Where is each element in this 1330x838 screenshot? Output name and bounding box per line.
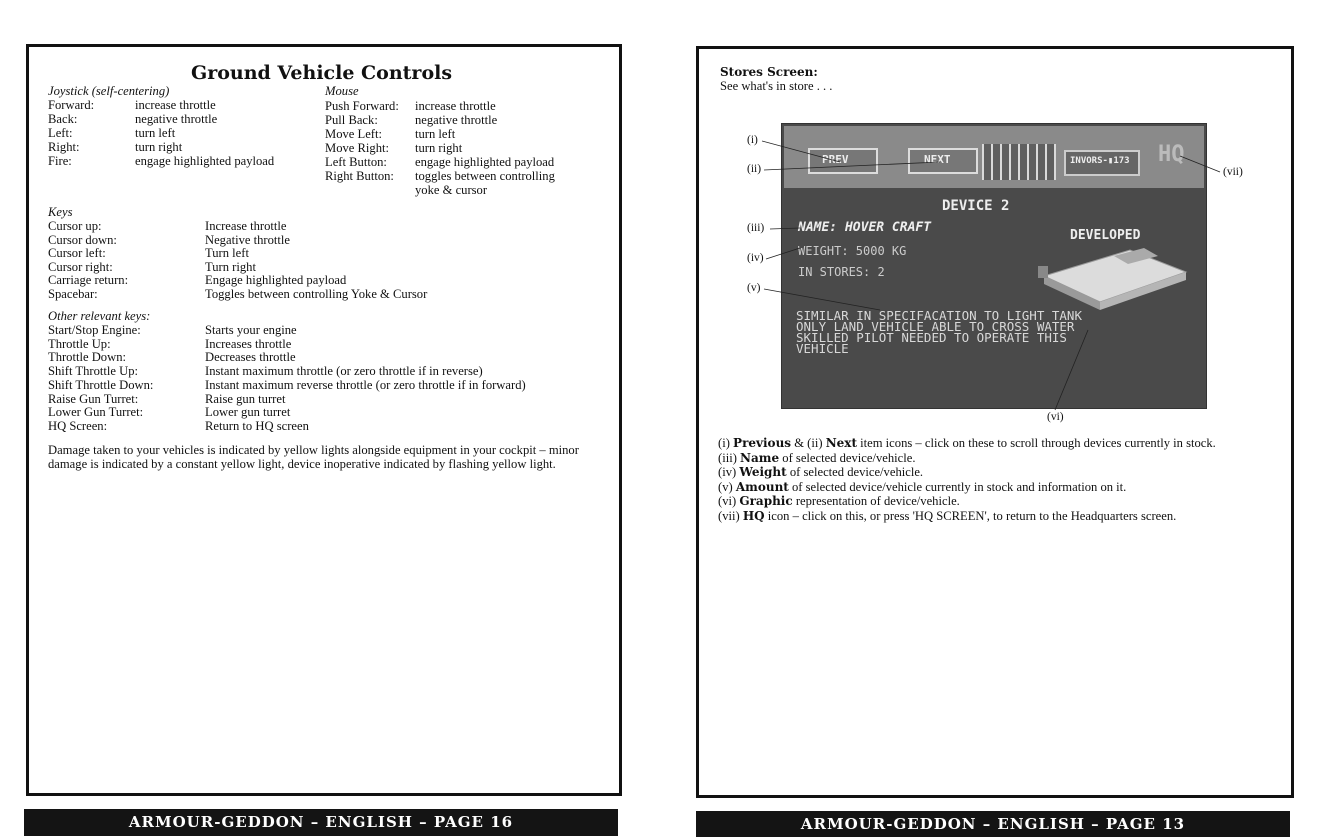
legend-rest: of selected device/vehicle. [779,450,916,465]
device-title: DEVICE 2 [942,198,1010,214]
control-action: Increases throttle [205,336,292,351]
control-action: Raise gun turret [205,391,286,406]
control-key: Throttle Up: [48,336,111,351]
legend-item [718,480,1258,495]
control-key: Forward: [48,98,95,112]
control-key: Pull Back: [325,113,378,127]
legend-rest: of selected device/vehicle currently in stock and information on it. [788,479,1127,494]
control-action: turn right [135,140,183,154]
legend-item [718,465,1258,480]
control-action: engage highlighted payload [415,155,555,169]
legend-prefix: (vii) [718,508,743,523]
legend-rest: icon – click on this, or press 'HQ SCREEN', to return to the Headquarters screen. [764,508,1177,523]
control-action: toggles between controlling [415,169,555,183]
control-action: Decreases throttle [205,350,296,365]
keys-heading: Keys [48,205,73,219]
control-action: turn left [415,127,456,141]
legend-bold: Weight [739,465,787,479]
control-key: Back: [48,112,78,126]
legend-item [718,509,1258,524]
control-key: Cursor up: [48,219,102,233]
control-action: Increase throttle [205,219,287,233]
prev-button[interactable]: PREV [808,148,878,174]
control-action: increase throttle [415,99,496,113]
callout-i: (i) [747,134,758,146]
device-weight: WEIGHT: 5000 KG [798,244,907,258]
callout-vi: (vi) [1047,411,1064,423]
legend-bold: HQ [742,508,765,523]
control-action: Turn right [205,259,256,274]
control-key: Left: [48,126,73,140]
legend-bold2: Next [825,436,857,450]
control-key: Shift Throttle Up: [48,364,139,379]
legend-prefix: (vi) [718,494,740,508]
legend-bold: Previous [733,436,792,450]
legend-bold: Amount [735,479,789,494]
device-description [796,310,1082,354]
legend-item [718,494,1258,509]
control-action: Instant maximum reverse throttle (or zero throttle if in forward) [205,377,526,392]
control-key: HQ Screen: [48,418,108,433]
control-key: Throttle Down: [48,350,126,365]
description-line: VEHICLE [796,341,849,356]
description-line: SKILLED PILOT NEEDED TO OPERATE THIS [796,330,1067,345]
legend-bold: Graphic [739,494,793,508]
control-key: Start/Stop Engine: [48,323,141,337]
stores-screen-heading: Stores Screen: [720,65,818,79]
control-action: engage highlighted payload [135,154,275,168]
control-key: Lower Gun Turret: [48,405,144,420]
stores-screen-subheading: See what's in store . . . [720,79,833,93]
control-key: Push Forward: [325,99,399,113]
right-footer: ARMOUR-GEDDON – ENGLISH – PAGE 13 [696,811,1290,837]
left-footer: ARMOUR-GEDDON – ENGLISH – PAGE 16 [24,809,618,836]
page-title: Ground Vehicle Controls [191,62,453,84]
hq-icon[interactable]: HQ [1158,142,1185,167]
device-status: DEVELOPED [1070,228,1141,243]
device-stores: IN STORES: 2 [798,265,885,279]
control-key: Shift Throttle Down: [48,377,154,392]
control-key: Spacebar: [48,287,98,301]
inventory-display: INVORS-▮173 [1064,150,1140,176]
mouse-heading: Mouse [325,84,359,98]
control-action: Toggles between controlling Yoke & Cursor [205,287,428,301]
control-key: Cursor right: [48,259,113,274]
control-action: Lower gun turret [205,405,291,420]
grid-icon [982,144,1056,180]
callout-iii: (iii) [747,222,765,234]
callout-vii: (vii) [1223,166,1243,178]
description-line: ONLY LAND VEHICLE ABLE TO CROSS WATER [796,319,1075,334]
control-action: Negative throttle [205,232,290,247]
control-key: Raise Gun Turret: [48,391,139,406]
stores-screenshot [781,123,1207,409]
control-key: Move Left: [325,127,383,141]
legend-rest: of selected device/vehicle. [786,465,924,479]
legend-bold: Name [740,450,780,465]
control-key: Right Button: [325,169,394,183]
damage-note: Damage taken to your vehicles is indicated by yellow lights alongside equipment in your cockpit – minor damage is indicated by a constant yellow light, device inoperative indicated by flashing yellow light. [48,443,579,471]
legend-item [718,451,1258,466]
control-action: turn left [135,126,176,140]
control-key: Move Right: [325,141,390,155]
control-key: Fire: [48,154,72,168]
callout-v: (v) [747,282,761,294]
control-action: turn right [415,141,463,155]
legend-prefix: (i) [718,436,734,450]
legend-rest: item icons – click on these to scroll through devices currently in stock. [857,436,1216,450]
device-name: NAME: HOVER CRAFT [798,220,932,235]
joystick-heading: Joystick (self-centering) [48,84,170,98]
control-key: Left Button: [325,155,387,169]
legend-list [718,436,1258,523]
legend-prefix: (iii) [718,450,741,465]
control-action: yoke & cursor [415,183,488,197]
legend-mid: & (ii) [791,436,826,450]
control-action: increase throttle [135,98,216,112]
control-action: Return to HQ screen [205,418,309,433]
control-action: Engage highlighted payload [205,273,347,288]
other-keys-heading: Other relevant keys: [48,309,151,323]
legend-item [718,436,1258,451]
control-action: Instant maximum throttle (or zero throttle if in reverse) [205,364,483,379]
control-action: Starts your engine [205,323,297,337]
callout-iv: (iv) [747,252,764,264]
control-action: negative throttle [415,113,498,127]
control-action: Turn left [205,246,249,261]
control-action: negative throttle [135,112,218,126]
legend-rest: representation of device/vehicle. [792,494,960,508]
next-button[interactable]: NEXT [908,148,978,174]
description-line: SIMILAR IN SPECIFACATION TO LIGHT TANK [796,308,1082,323]
control-key: Cursor down: [48,232,117,247]
control-key: Carriage return: [48,273,129,288]
legend-prefix: (iv) [718,465,740,479]
control-key: Right: [48,140,80,154]
callout-ii: (ii) [747,163,762,175]
legend-prefix: (v) [718,479,736,494]
control-key: Cursor left: [48,246,106,261]
